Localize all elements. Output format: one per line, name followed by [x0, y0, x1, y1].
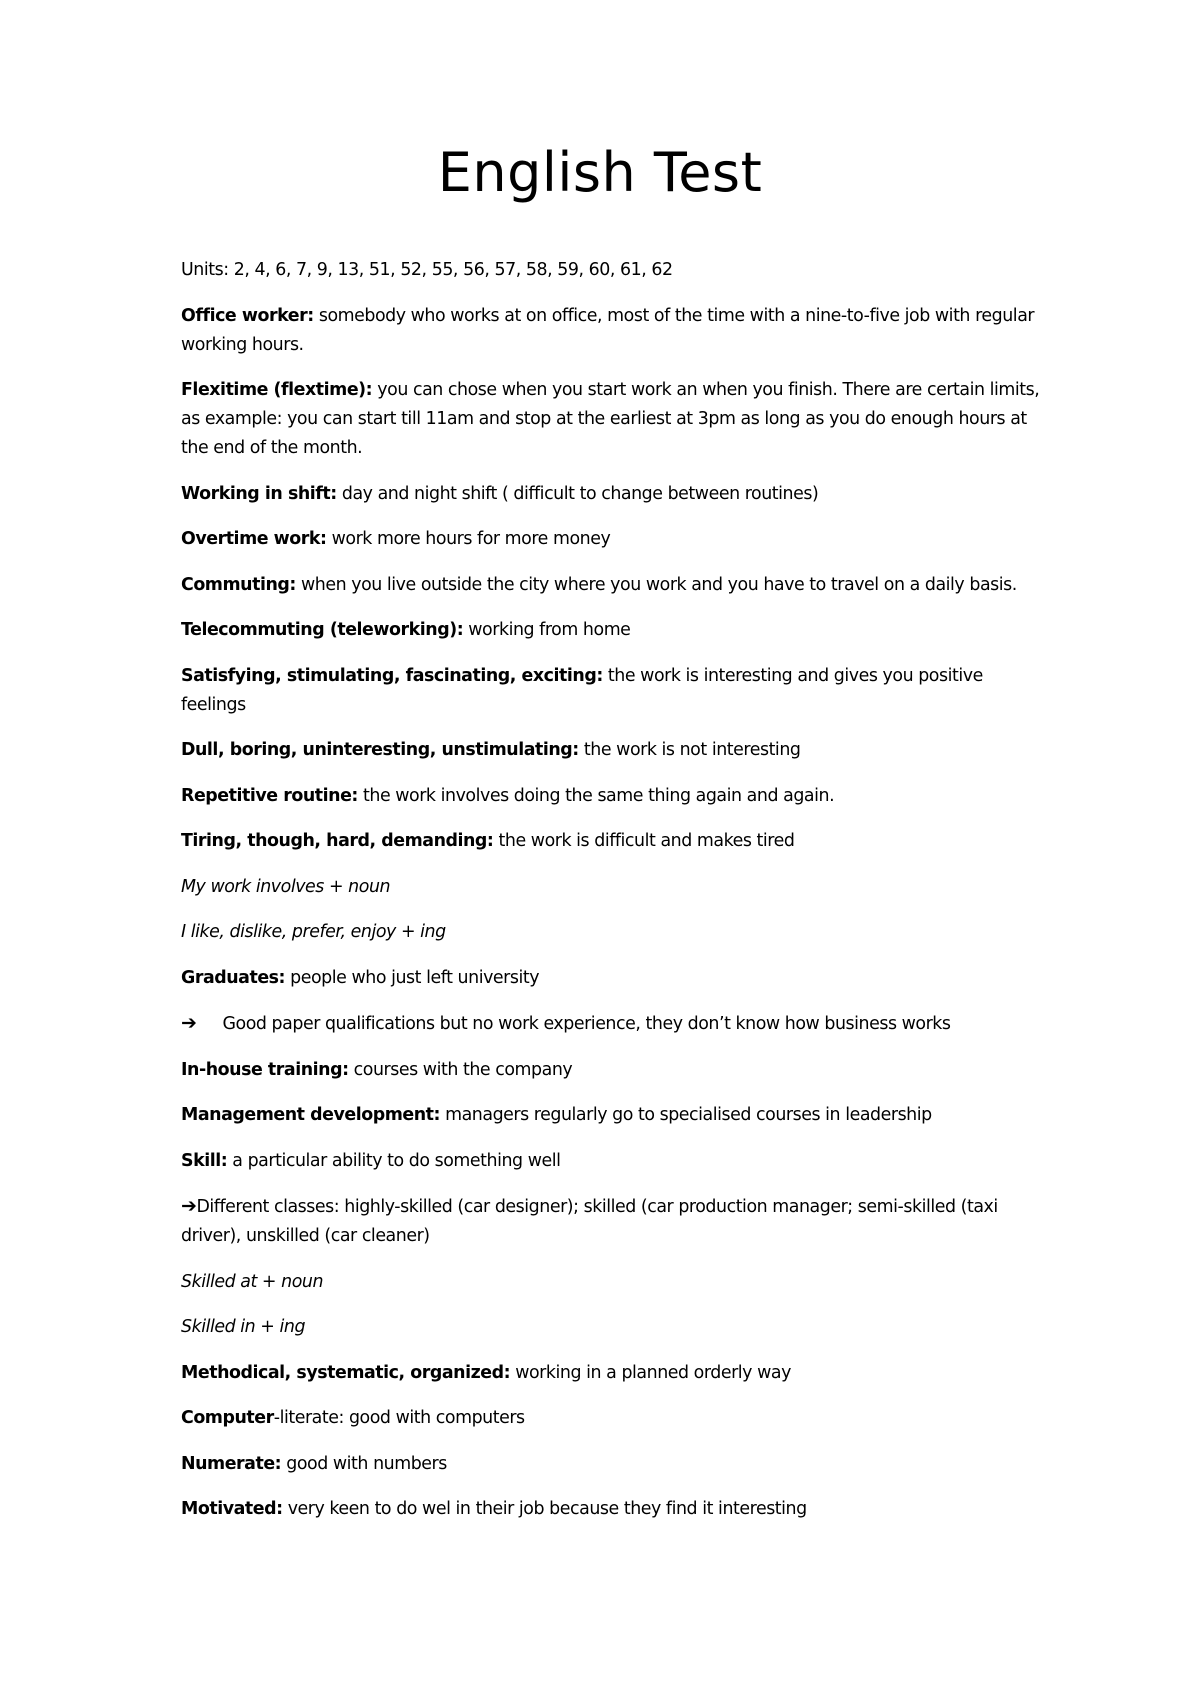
arrow-note-skill-classes: [181, 1192, 1041, 1251]
entry-term: Satisfying, stimulating, fascinating, exciting:: [181, 665, 603, 686]
entry-term: Graduates:: [181, 967, 286, 988]
entry-term: Overtime work:: [181, 529, 327, 549]
units-line: Units: 2, 4, 6, 7, 9, 13, 51, 52, 55, 56, 57, 58, 59, 60, 61, 62: [181, 260, 673, 280]
entry-term: Skill:: [181, 1150, 228, 1171]
entry-flexitime: [181, 376, 1041, 463]
entry-term: Motivated:: [181, 1499, 283, 1519]
entry-term: Management development:: [181, 1105, 441, 1125]
entry-term: Computer: [181, 1408, 274, 1428]
grammar-note-skilled-at: Skilled at + noun: [181, 1271, 324, 1292]
arrow-note-text: Different classes: highly-skilled (car designer); skilled (car production manager; semi-skilled (taxi driver), unskilled (car cleaner): [181, 1197, 998, 1246]
entry-telecommuting: [181, 616, 1041, 645]
entry-definition: -literate: good with computers: [273, 1408, 525, 1428]
entry-definition: day and night shift ( difficult to change between routines): [336, 483, 819, 504]
entry-term: Repetitive routine:: [181, 785, 358, 806]
entry-tiring: [181, 827, 1041, 856]
entry-definition: the work is difficult and makes tired: [493, 831, 795, 851]
entry-definition: the work is not interesting: [578, 740, 801, 760]
entry-skill: [181, 1147, 1041, 1176]
entry-dull: [181, 736, 1041, 765]
page-title: English Test: [437, 141, 763, 204]
entry-term: Commuting:: [181, 574, 296, 595]
entry-term: Methodical, systematic, organized:: [181, 1362, 511, 1383]
entry-definition: you can chose when you start work an when you finish. There are certain limits, as example: you can start till 11am and stop at the earliest at 3pm as long as you do enough hours at the end of the month.: [181, 380, 1040, 458]
entry-definition: people who just left university: [285, 967, 540, 988]
entry-computer-literate: [181, 1404, 1041, 1433]
entry-definition: the work involves doing the same thing again and again.: [357, 785, 835, 806]
entry-definition: the work is interesting and gives you positive feelings: [181, 665, 983, 715]
entry-definition: when you live outside the city where you work and you have to travel on a daily basis.: [295, 574, 1017, 595]
entry-term: In-house training:: [181, 1059, 349, 1080]
entry-term: Office worker:: [181, 305, 314, 326]
arrow-note-graduates: [181, 1009, 1041, 1039]
entry-definition: a particular ability to do something well: [227, 1150, 561, 1171]
entry-working-in-shift: [181, 480, 1041, 509]
entry-definition: managers regularly go to specialised courses in leadership: [440, 1105, 932, 1125]
entry-overtime-work: [181, 525, 1041, 554]
entry-management-development: [181, 1101, 1041, 1130]
entry-term: Working in shift:: [181, 483, 337, 504]
grammar-note-skilled-in: Skilled in + ing: [181, 1317, 306, 1337]
entry-commuting: [181, 571, 1041, 600]
entry-numerate: [181, 1450, 1041, 1479]
entry-term: Telecommuting (teleworking):: [181, 620, 464, 640]
entry-methodical: [181, 1359, 1041, 1388]
entry-term: Dull, boring, uninteresting, unstimulating:: [181, 740, 579, 760]
entry-office-worker: [181, 302, 1041, 360]
entry-definition: working in a planned orderly way: [510, 1362, 791, 1383]
entry-definition: somebody who works at on office, most of the time with a nine-to-five job with regular working hours.: [181, 305, 1035, 355]
entry-definition: working from home: [463, 620, 631, 640]
entry-definition: very keen to do wel in their job because they find it interesting: [282, 1499, 807, 1519]
entry-definition: work more hours for more money: [326, 529, 611, 549]
entry-motivated: [181, 1495, 1041, 1524]
grammar-note-like-dislike: I like, dislike, prefer, enjoy + ing: [181, 922, 446, 942]
entry-definition: good with numbers: [281, 1453, 447, 1474]
grammar-note-work-involves: My work involves + noun: [181, 876, 391, 897]
entry-term: Flexitime (flextime):: [181, 380, 373, 400]
entry-definition: courses with the company: [348, 1059, 573, 1080]
entry-graduates: [181, 964, 1041, 993]
entry-term: Numerate:: [181, 1453, 282, 1474]
entry-repetitive-routine: [181, 782, 1041, 811]
arrow-right-icon: ➔: [181, 1195, 197, 1217]
entry-in-house-training: [181, 1056, 1041, 1085]
entry-satisfying: [181, 662, 1041, 720]
arrow-right-icon: ➔: [181, 1012, 197, 1034]
entry-term: Tiring, though, hard, demanding:: [181, 831, 494, 851]
document-body: [181, 256, 1041, 1541]
arrow-note-text: Good paper qualifications but no work experience, they don’t know how business works: [222, 1014, 951, 1034]
